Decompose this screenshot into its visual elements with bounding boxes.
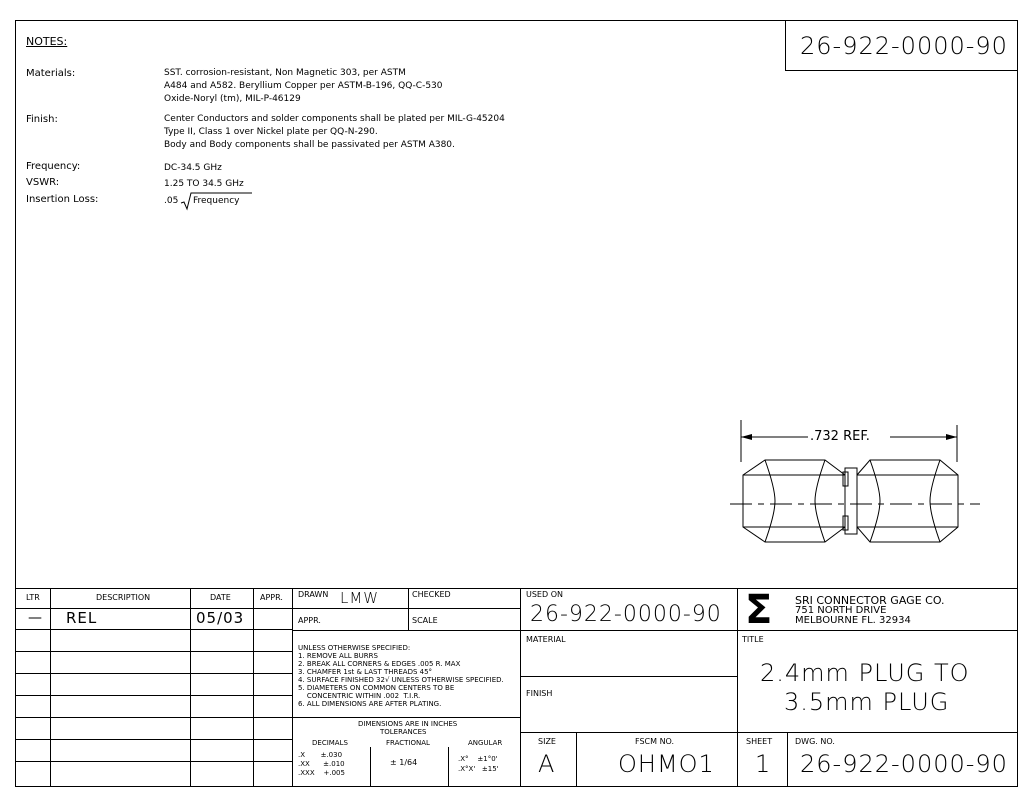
tolerance-heading-1: DIMENSIONS ARE IN INCHES [358, 720, 458, 728]
rev-col-2 [190, 588, 191, 787]
rev-row-ltr: — [28, 610, 42, 626]
finish-label: FINISH [526, 689, 553, 698]
rev-header-appr: APPR. [260, 593, 283, 602]
size-label: SIZE [538, 737, 556, 746]
material-bottom [520, 676, 737, 677]
decimal-tol-2: .XXX +.005 [298, 769, 345, 777]
title-line-1: 2.4mm PLUG TO [760, 659, 970, 687]
fscm-value: OHMO1 [618, 750, 715, 778]
sheet-label: SHEET [746, 737, 773, 746]
rev-row-line [15, 651, 292, 652]
vswr-value: 1.25 TO 34.5 GHz [164, 179, 244, 189]
sheet-divider [787, 732, 788, 787]
used-on-label: USED ON [526, 590, 563, 599]
company-name: SRI CONNECTOR GAGE CO. [795, 594, 945, 607]
tol-divider-1 [370, 747, 371, 787]
material-label: MATERIAL [526, 635, 566, 644]
rev-header-description: DESCRIPTION [96, 593, 151, 602]
rev-row-date: 05/03 [196, 609, 245, 627]
materials-label: Materials: [26, 68, 76, 79]
company-bottom [737, 630, 1018, 631]
rev-row-line [15, 608, 292, 609]
general-note-4: 4. SURFACE FINISHED 32√ UNLESS OTHERWISE SPECIFIED. [298, 676, 504, 684]
materials-line-2: A484 and A582. Beryllium Copper per ASTM-B-196, QQ-C-530 [164, 81, 443, 91]
materials-line-1: SST. corrosion-resistant, Non Magnetic 303, per ASTM [164, 68, 406, 78]
angular-label: ANGULAR [468, 739, 503, 747]
general-note-0: UNLESS OTHERWISE SPECIFIED: [298, 644, 411, 652]
company-logo-icon: Σ [745, 587, 773, 633]
sheet-value: 1 [755, 750, 772, 778]
used-on-bottom [520, 630, 737, 631]
vswr-label: VSWR: [26, 177, 60, 188]
rev-row-line [15, 629, 292, 630]
size-value: A [538, 750, 556, 778]
appr-label: APPR. [298, 616, 321, 625]
rev-col-4 [292, 588, 293, 787]
fscm-label: FSCM NO. [635, 737, 675, 746]
insertion-loss-prefix: .05 [164, 196, 179, 206]
rev-row-description: REL [66, 609, 98, 627]
general-note-1: 1. REMOVE ALL BURRS [298, 652, 378, 660]
decimals-label: DECIMALS [312, 739, 348, 747]
finish-note-label: Finish: [26, 114, 58, 125]
general-note-5: 5. DIAMETERS ON COMMON CENTERS TO BE [298, 684, 455, 692]
dwg-value: 26-922-0000-90 [800, 750, 1008, 778]
company-address-1: 751 NORTH DRIVE [795, 605, 887, 616]
fractional-label: FRACTIONAL [386, 739, 430, 747]
dimension-label: .732 REF. [810, 429, 870, 444]
used-on-right [737, 588, 738, 787]
finish-line-3: Body and Body components shall be passivated per ASTM A380. [164, 140, 455, 150]
angular-tol-1: .X°X' ±15' [458, 765, 499, 773]
finish-line-1: Center Conductors and solder components shall be plated per MIL-G-45204 [164, 114, 505, 124]
connector-drawing [730, 420, 980, 585]
title-block-top [15, 588, 1018, 589]
tolerance-heading-2: TOLERANCES [380, 728, 427, 736]
scale-label: SCALE [412, 616, 438, 625]
rev-header-ltr: LTR [26, 593, 40, 602]
dwg-label: DWG. NO. [795, 737, 835, 746]
size-divider [576, 732, 577, 787]
angular-tol-0: .X° ±1°0' [458, 755, 498, 763]
notes-row-line [292, 717, 520, 718]
insertion-loss-label: Insertion Loss: [26, 194, 99, 205]
insertion-loss-radicand: Frequency [193, 196, 240, 206]
general-note-6: CONCENTRIC WITHIN .002 T.I.R. [298, 692, 421, 700]
checked-label: CHECKED [412, 590, 451, 599]
rev-row-line [15, 739, 292, 740]
rev-row-line [15, 673, 292, 674]
frequency-label: Frequency: [26, 161, 81, 172]
top-number-box-bottom [785, 70, 1018, 71]
general-note-2: 2. BREAK ALL CORNERS & EDGES .005 R. MAX [298, 660, 461, 668]
drawn-label: DRAWN [298, 590, 329, 599]
used-on-value: 26-922-0000-90 [530, 602, 722, 627]
decimal-tol-1: .XX ±.010 [298, 760, 345, 768]
tol-divider-2 [448, 747, 449, 787]
materials-line-3: Oxide-Noryl (tm), MIL-P-46129 [164, 94, 301, 104]
rev-row-line [15, 761, 292, 762]
fractional-tol: ± 1/64 [390, 758, 418, 767]
rev-col-3 [253, 588, 254, 787]
drawn-row-line [292, 608, 520, 609]
rev-row-line [15, 695, 292, 696]
finish-bottom [520, 732, 1018, 733]
title-label: TITLE [742, 635, 764, 644]
general-note-7: 6. ALL DIMENSIONS ARE AFTER PLATING. [298, 700, 442, 708]
rev-header-date: DATE [210, 593, 231, 602]
finish-line-2: Type II, Class 1 over Nickel plate per QQ-N-290. [164, 127, 378, 137]
drawn-value: LMW [340, 589, 380, 607]
general-note-3: 3. CHAMFER 1st & LAST THREADS 45° [298, 668, 433, 676]
notes-heading: NOTES: [26, 35, 68, 48]
appr-row-line [292, 630, 520, 631]
frequency-value: DC-34.5 GHz [164, 163, 222, 173]
block-divider [520, 588, 521, 787]
title-line-2: 3.5mm PLUG [784, 688, 950, 716]
decimal-tol-0: .X ±.030 [298, 751, 343, 759]
drawing-number-top: 26-922-0000-90 [800, 32, 1008, 60]
drawn-divider [408, 588, 409, 630]
top-number-box-left [785, 20, 786, 70]
company-address-2: MELBOURNE FL. 32934 [795, 615, 911, 626]
rev-col-1 [50, 588, 51, 787]
rev-row-line [15, 717, 292, 718]
